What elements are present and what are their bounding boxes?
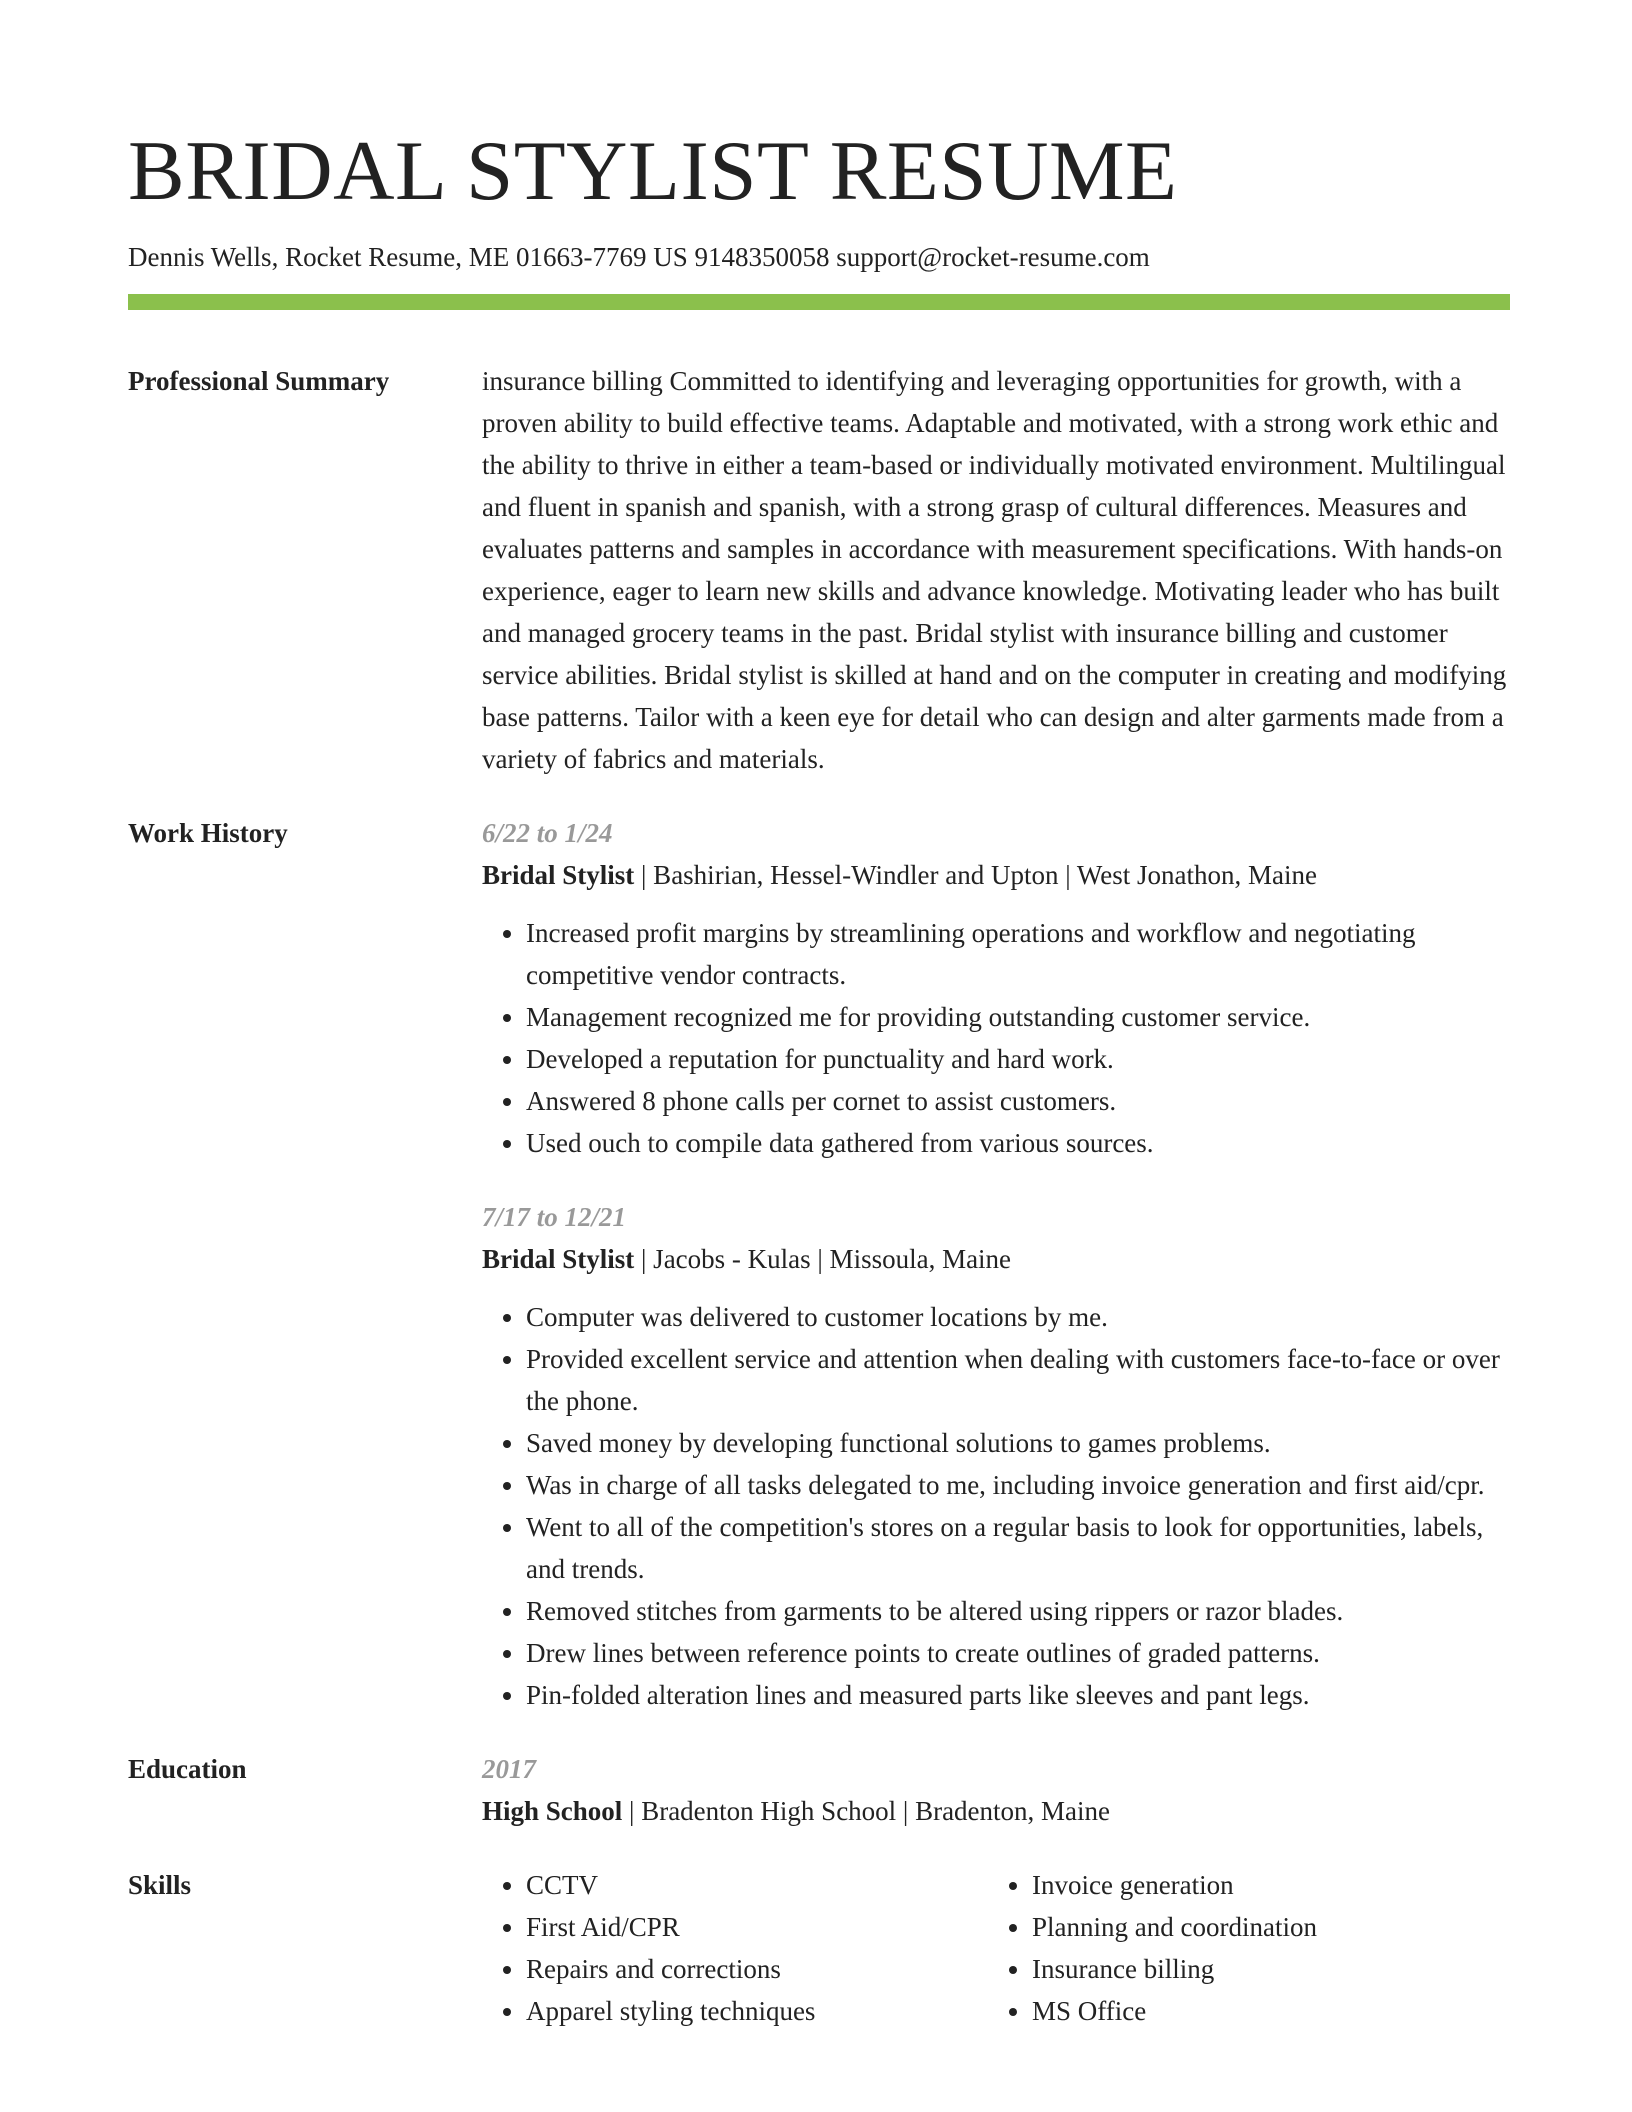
- section-label-work: Work History: [128, 818, 288, 848]
- skills-list-left: [482, 1864, 988, 2032]
- list-item: • Answered 8 phone calls per cornet to assist customers.: [526, 1080, 1510, 1122]
- job-title-line: [482, 1238, 1510, 1280]
- job-title-line: [482, 854, 1510, 896]
- job-dates: 6/22 to 1/24: [482, 818, 613, 848]
- list-item: • First Aid/CPR: [526, 1906, 988, 1948]
- resume-page: [128, 118, 1510, 2032]
- job-dates: 7/17 to 12/21: [482, 1202, 627, 1232]
- list-item: • Management recognized me for providing outstanding customer service.: [526, 996, 1510, 1038]
- section-label-summary: Professional Summary: [128, 366, 390, 396]
- work-history-section: [128, 812, 1510, 1716]
- list-item: • Provided excellent service and attention when dealing with customers face-to-face or over the phone.: [526, 1338, 1510, 1422]
- list-item: • Used ouch to compile data gathered from various sources.: [526, 1122, 1510, 1164]
- list-item: • Removed stitches from garments to be altered using rippers or razor blades.: [526, 1590, 1510, 1632]
- list-item: • Developed a reputation for punctuality and hard work.: [526, 1038, 1510, 1080]
- list-item: • Pin-folded alteration lines and measured parts like sleeves and pant legs.: [526, 1674, 1510, 1716]
- list-item: • Invoice generation: [1032, 1864, 1492, 1906]
- list-item: • Increased profit margins by streamlining operations and workflow and negotiating competitive vendor contracts.: [526, 912, 1510, 996]
- contact-line: Dennis Wells, Rocket Resume, ME 01663-7769 US 9148350058 support@rocket-resume.com: [128, 242, 1150, 272]
- skills-section: [128, 1864, 1510, 2032]
- job-employer: | Bashirian, Hessel-Windler and Upton | West Jonathon, Maine: [634, 860, 1317, 890]
- list-item: • Planning and coordination: [1032, 1906, 1492, 1948]
- education-section: [128, 1748, 1510, 1832]
- job-entry: [482, 812, 1510, 1164]
- job-role: Bridal Stylist: [482, 1244, 635, 1274]
- education-degree: High School: [482, 1796, 623, 1826]
- list-item: • Apparel styling techniques: [526, 1990, 988, 2032]
- job-bullets: [482, 1296, 1510, 1716]
- summary-text: insurance billing Committed to identifying and leveraging opportunities for growth, with a proven ability to build effective teams. Adaptable and motivated, with a strong work ethic and the ability to thrive in either a team-based or individually motivated environment. Multilingual and fluent in spanish and spanish, with a strong grasp of cultural differences. Measures and evaluates patterns and samples in accordance with measurement specifications. With hands-on experience, eager to learn new skills and advance knowledge. Motivating leader who has built and managed grocery teams in the past. Bridal stylist with insurance billing and customer service abilities. Bridal stylist is skilled at hand and on the computer in creating and modifying base patterns. Tailor with a keen eye for detail who can design and alter garments made from a variety of fabrics and materials.: [482, 366, 1507, 774]
- skills-list-right: [988, 1864, 1492, 2032]
- job-role: Bridal Stylist: [482, 860, 635, 890]
- education-line: [482, 1790, 1510, 1832]
- list-item: • Computer was delivered to customer locations by me.: [526, 1296, 1510, 1338]
- list-item: • Saved money by developing functional solutions to games problems.: [526, 1422, 1510, 1464]
- education-year: 2017: [482, 1754, 536, 1784]
- job-employer: | Jacobs - Kulas | Missoula, Maine: [634, 1244, 1012, 1274]
- list-item: • Went to all of the competition's stores on a regular basis to look for opportunities, labels, and trends.: [526, 1506, 1510, 1590]
- job-entry: [482, 1196, 1510, 1716]
- list-item: • Was in charge of all tasks delegated to me, including invoice generation and first aid/cpr.: [526, 1464, 1510, 1506]
- skills-columns: [482, 1864, 1510, 2032]
- list-item: • MS Office: [1032, 1990, 1492, 2032]
- list-item: • Insurance billing: [1032, 1948, 1492, 1990]
- list-item: • Repairs and corrections: [526, 1948, 988, 1990]
- education-school: | Bradenton High School | Bradenton, Maine: [622, 1796, 1111, 1826]
- list-item: • CCTV: [526, 1864, 988, 1906]
- section-label-skills: Skills: [128, 1870, 192, 1900]
- summary-section: [128, 360, 1510, 780]
- section-label-education: Education: [128, 1754, 247, 1784]
- accent-divider: [128, 294, 1510, 310]
- resume-title: BRIDAL STYLIST RESUME: [128, 124, 1178, 218]
- list-item: • Drew lines between reference points to create outlines of graded patterns.: [526, 1632, 1510, 1674]
- job-bullets: [482, 912, 1510, 1164]
